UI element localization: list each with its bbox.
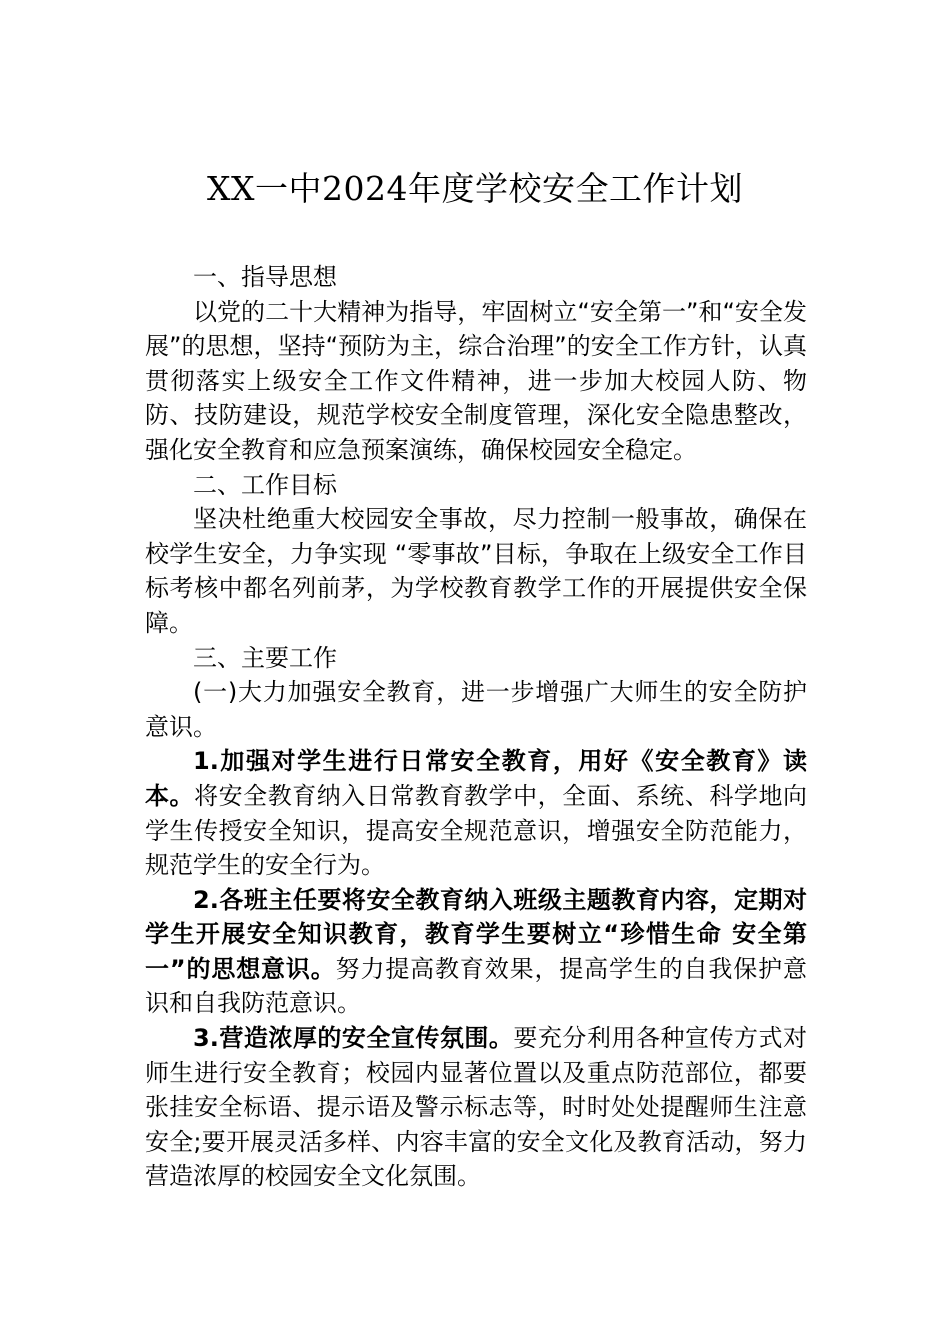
list-item-2-text: 努力提高教育效果，提高学生的自我保护意识和自我防范意识。 — [145, 954, 807, 1018]
list-item-3-text: 要充分利用各种宣传方式对师生进行安全教育；校园内显著位置以及重点防范部位，都要张挂安全标语、提示语及警示标志等，时时处处提醒师生注意安全;要开展灵活多样、内容丰富的安全文化及教育活动，努力营造浓厚的校园安全文化氛围。 — [145, 1024, 807, 1191]
list-item-1 — [145, 744, 807, 882]
section-paragraph-1: 以党的二十大精神为指导，牢固树立“安全第一”和“安全发展”的思想，坚持“预防为主，综合治理”的安全工作方针，认真贯彻落实上级安全工作文件精神，进一步加大校园人防、物防、技防建设，规范学校安全制度管理，深化安全隐患整改，强化安全教育和应急预案演练，确保校园安全稳定。 — [145, 297, 807, 464]
list-item-3-lead: 3.营造浓厚的安全宣传氛围。 — [193, 1024, 514, 1053]
section-paragraph-2: 坚决杜绝重大校园安全事故，尽力控制一般事故，确保在校学生安全，力争实现 “零事故”目标，争取在上级安全工作目标考核中都名列前茅，为学校教育教学工作的开展提供安全保障。 — [145, 505, 807, 637]
list-item-2-lead: 2.各班主任要将安全教育纳入班级主题教育内容，定期对学生开展安全知识教育，教育学生要树立“珍惜生命 安全第一”的思想意识。 — [145, 885, 807, 983]
document-body — [145, 260, 807, 1194]
subsection-heading-1: (一)大力加强安全教育，进一步增强广大师生的安全防护意识。 — [145, 678, 807, 741]
list-item-1-text: 将安全教育纳入日常教育教学中，全面、系统、科学地向学生传授安全知识，提高安全规范意识，增强安全防范能力，规范学生的安全行为。 — [145, 781, 807, 880]
list-item-3 — [145, 1021, 807, 1194]
section-heading-2: 二、工作目标 — [193, 470, 337, 499]
section-heading-1: 一、指导思想 — [193, 263, 337, 291]
list-item-1-lead: 1.加强对学生进行日常安全教育，用好《安全教育》读本。 — [145, 747, 807, 810]
section-heading-3: 三、主要工作 — [193, 643, 337, 672]
document-title: XX一中2024年度学校安全工作计划 — [207, 169, 743, 208]
list-item-2 — [145, 883, 807, 1021]
